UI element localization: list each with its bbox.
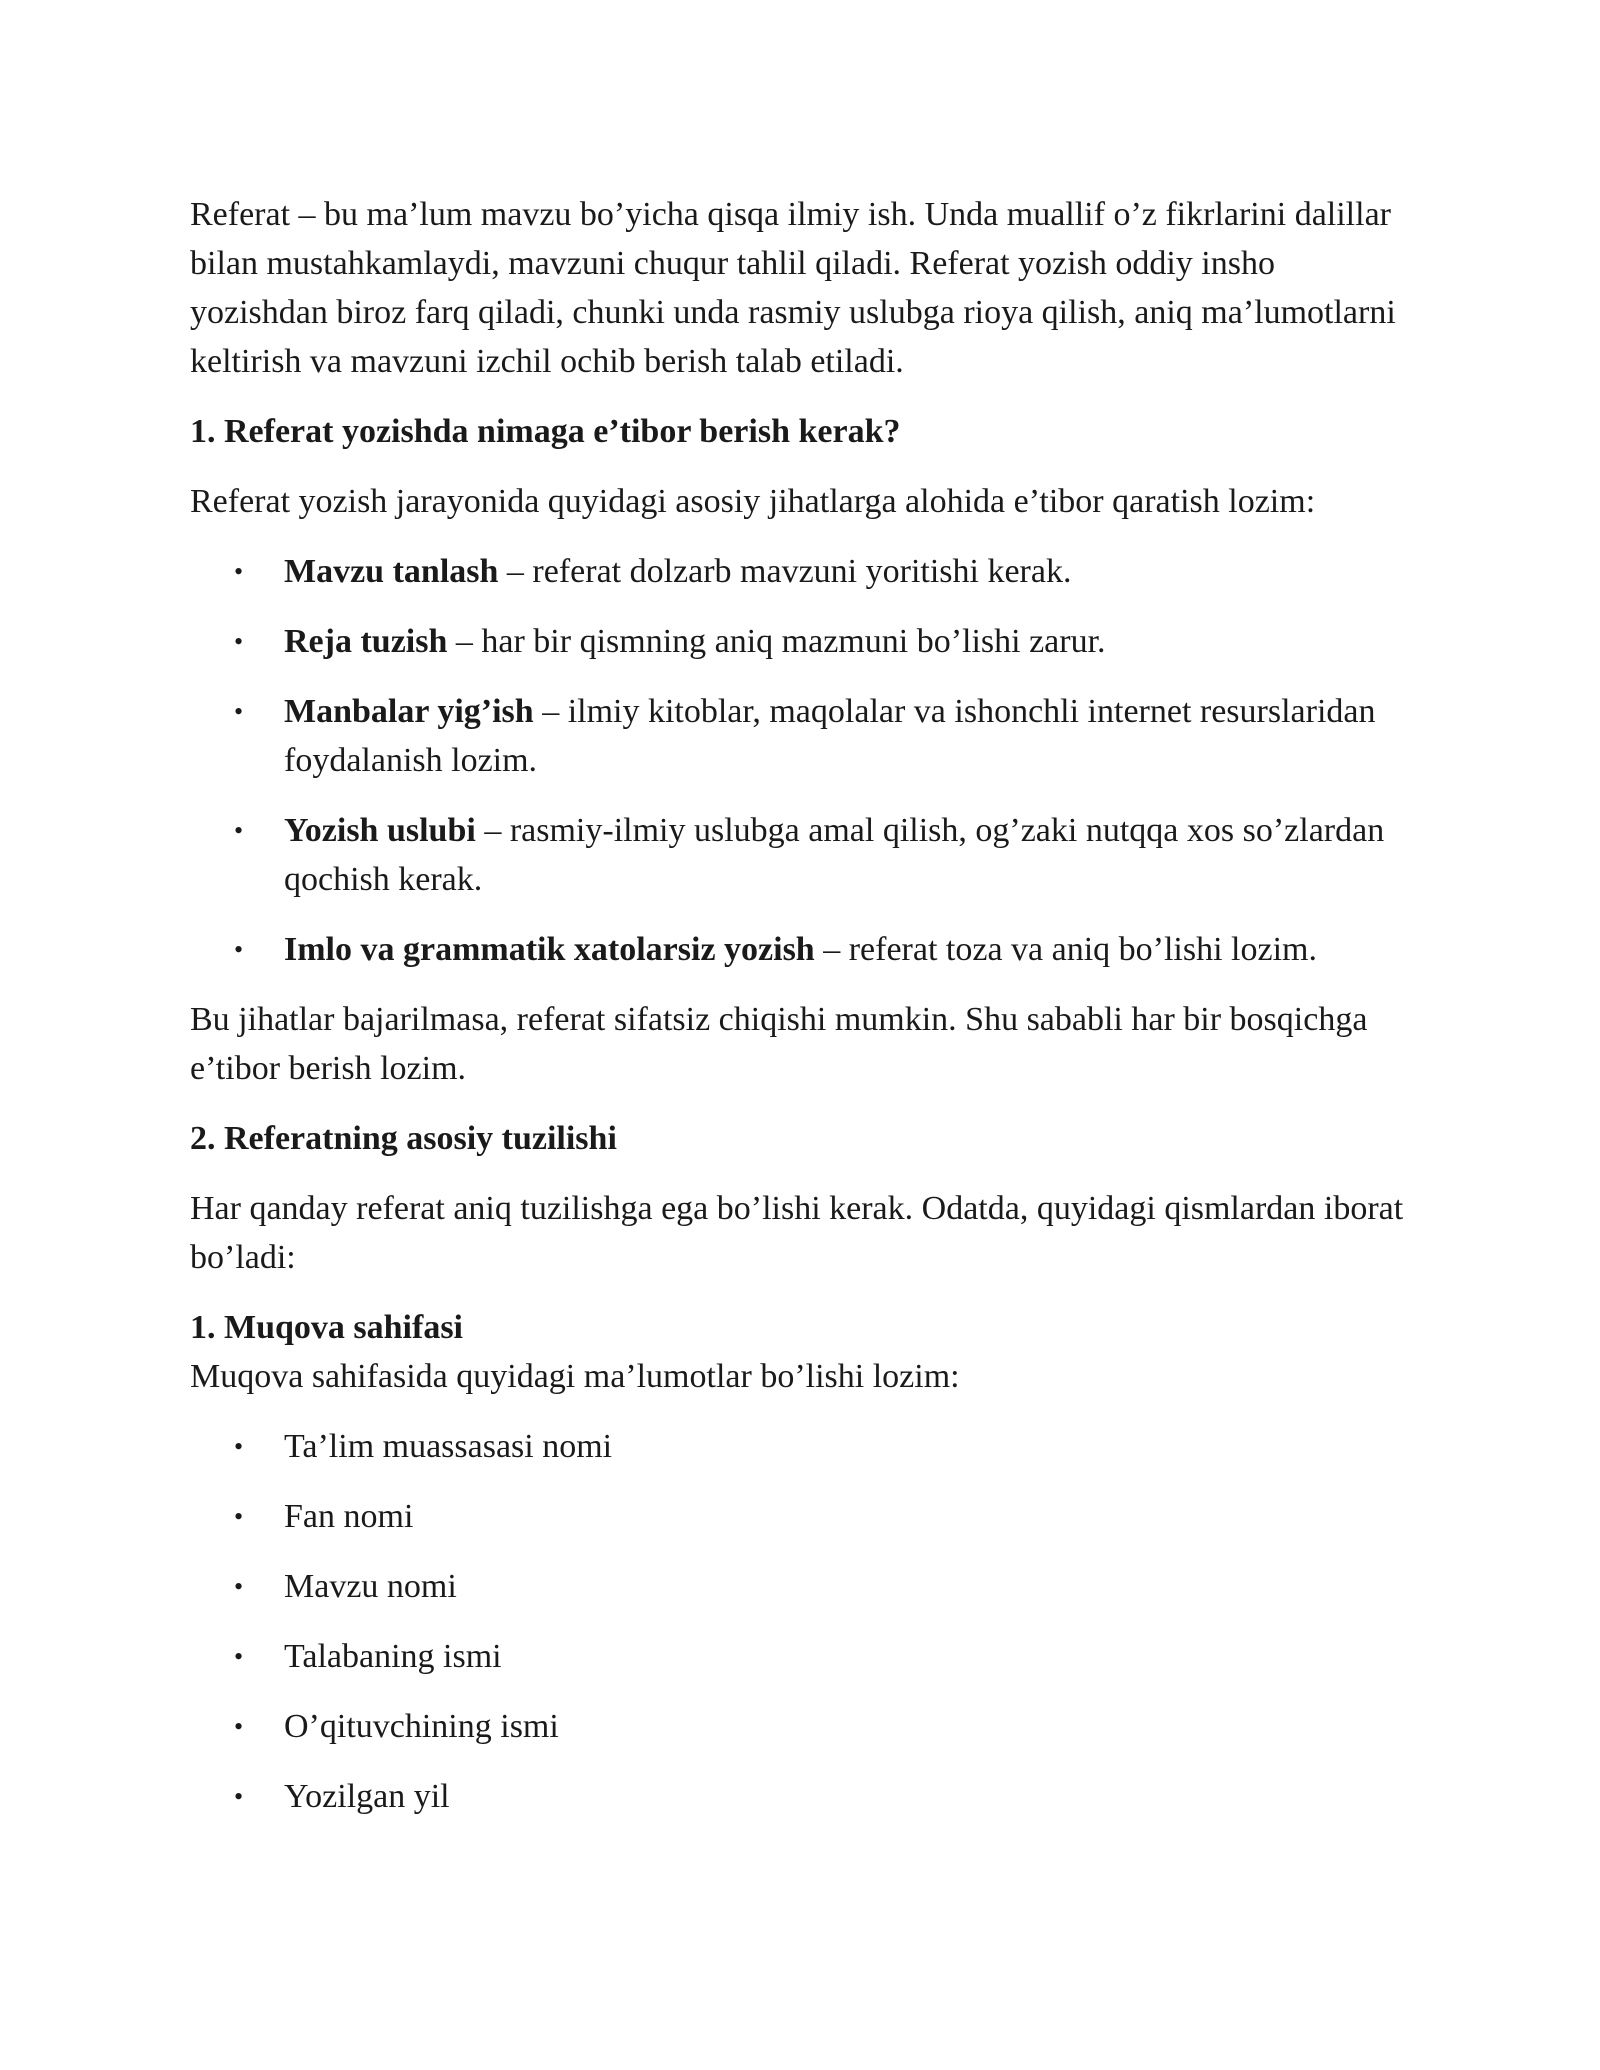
list-item-desc: – referat dolzarb mavzuni yoritishi kerak. <box>498 553 1072 590</box>
list-item-desc: – rasmiy-ilmiy uslubga amal qilish, og’zaki nutqqa xos so’zlardan qochish kerak. <box>284 812 1385 898</box>
bullet-icon: • <box>234 1502 244 1531</box>
list-item-term: Imlo va grammatik xatolarsiz yozish <box>284 931 815 968</box>
list-item <box>190 1702 1420 1751</box>
list-item <box>190 617 1420 666</box>
list-item <box>190 1422 1420 1471</box>
list-item <box>190 547 1420 596</box>
subsection-lead: Muqova sahifasida quyidagi ma’lumotlar bo’lishi lozim: <box>190 1358 960 1395</box>
list-item-term: Manbalar yig’ish <box>284 693 534 730</box>
requirements-list <box>190 547 1420 974</box>
document-body <box>190 190 1420 1842</box>
list-item-text: O’qituvchining ismi <box>284 1708 559 1745</box>
bullet-icon: • <box>234 1782 244 1811</box>
section-1-conclusion: Bu jihatlar bajarilmasa, referat sifatsiz chiqishi mumkin. Shu sababli har bir bosqichga e’tibor berish lozim. <box>190 1001 1368 1087</box>
list-item <box>190 925 1420 974</box>
bullet-icon: • <box>234 816 244 845</box>
section-2-lead: Har qanday referat aniq tuzilishga ega bo’lishi kerak. Odatda, quyidagi qismlardan iborat bo’ladi: <box>190 1190 1404 1276</box>
list-item-text: Fan nomi <box>284 1498 414 1535</box>
bullet-icon: • <box>234 1642 244 1671</box>
list-item <box>190 806 1420 904</box>
bullet-icon: • <box>234 1432 244 1461</box>
bullet-icon: • <box>234 627 244 656</box>
list-item-desc: – ilmiy kitoblar, maqolalar va ishonchli internet resurslaridan foydalanish lozim. <box>284 693 1376 779</box>
bullet-icon: • <box>234 935 244 964</box>
list-item-text: Mavzu nomi <box>284 1568 457 1605</box>
subsection-heading: 1. Muqova sahifasi <box>190 1309 463 1346</box>
bullet-icon: • <box>234 697 244 726</box>
list-item-desc: – referat toza va aniq bo’lishi lozim. <box>814 931 1317 968</box>
bullet-icon: • <box>234 1712 244 1741</box>
list-item <box>190 687 1420 785</box>
section-1-lead: Referat yozish jarayonida quyidagi asosiy jihatlarga alohida e’tibor qaratish lozim: <box>190 483 1316 520</box>
intro-paragraph: Referat – bu ma’lum mavzu bo’yicha qisqa ilmiy ish. Unda muallif o’z fikrlarini dalillar bilan mustahkamlaydi, mavzuni chuqur tahlil qiladi. Referat yozish oddiy insho yozishdan biroz farq qiladi, chunki unda rasmiy uslubga rioya qilish, aniq ma’lumotlarni keltirish va mavzuni izchil ochib berish talab etiladi. <box>190 196 1396 380</box>
list-item-term: Yozish uslubi <box>284 812 476 849</box>
list-item-text: Talabaning ismi <box>284 1638 502 1675</box>
section-2-heading: 2. Referatning asosiy tuzilishi <box>190 1120 617 1157</box>
bullet-icon: • <box>234 557 244 586</box>
list-item <box>190 1772 1420 1821</box>
list-item-text: Yozilgan yil <box>284 1778 450 1815</box>
section-1-heading: 1. Referat yozishda nimaga e’tibor berish kerak? <box>190 413 901 450</box>
list-item-desc: – har bir qismning aniq mazmuni bo’lishi zarur. <box>447 623 1106 660</box>
bullet-icon: • <box>234 1572 244 1601</box>
list-item-term: Reja tuzish <box>284 623 448 660</box>
list-item <box>190 1562 1420 1611</box>
list-item-text: Ta’lim muassasasi nomi <box>284 1428 613 1465</box>
list-item <box>190 1632 1420 1681</box>
list-item-term: Mavzu tanlash <box>284 553 499 590</box>
list-item <box>190 1492 1420 1541</box>
cover-page-list <box>190 1422 1420 1821</box>
